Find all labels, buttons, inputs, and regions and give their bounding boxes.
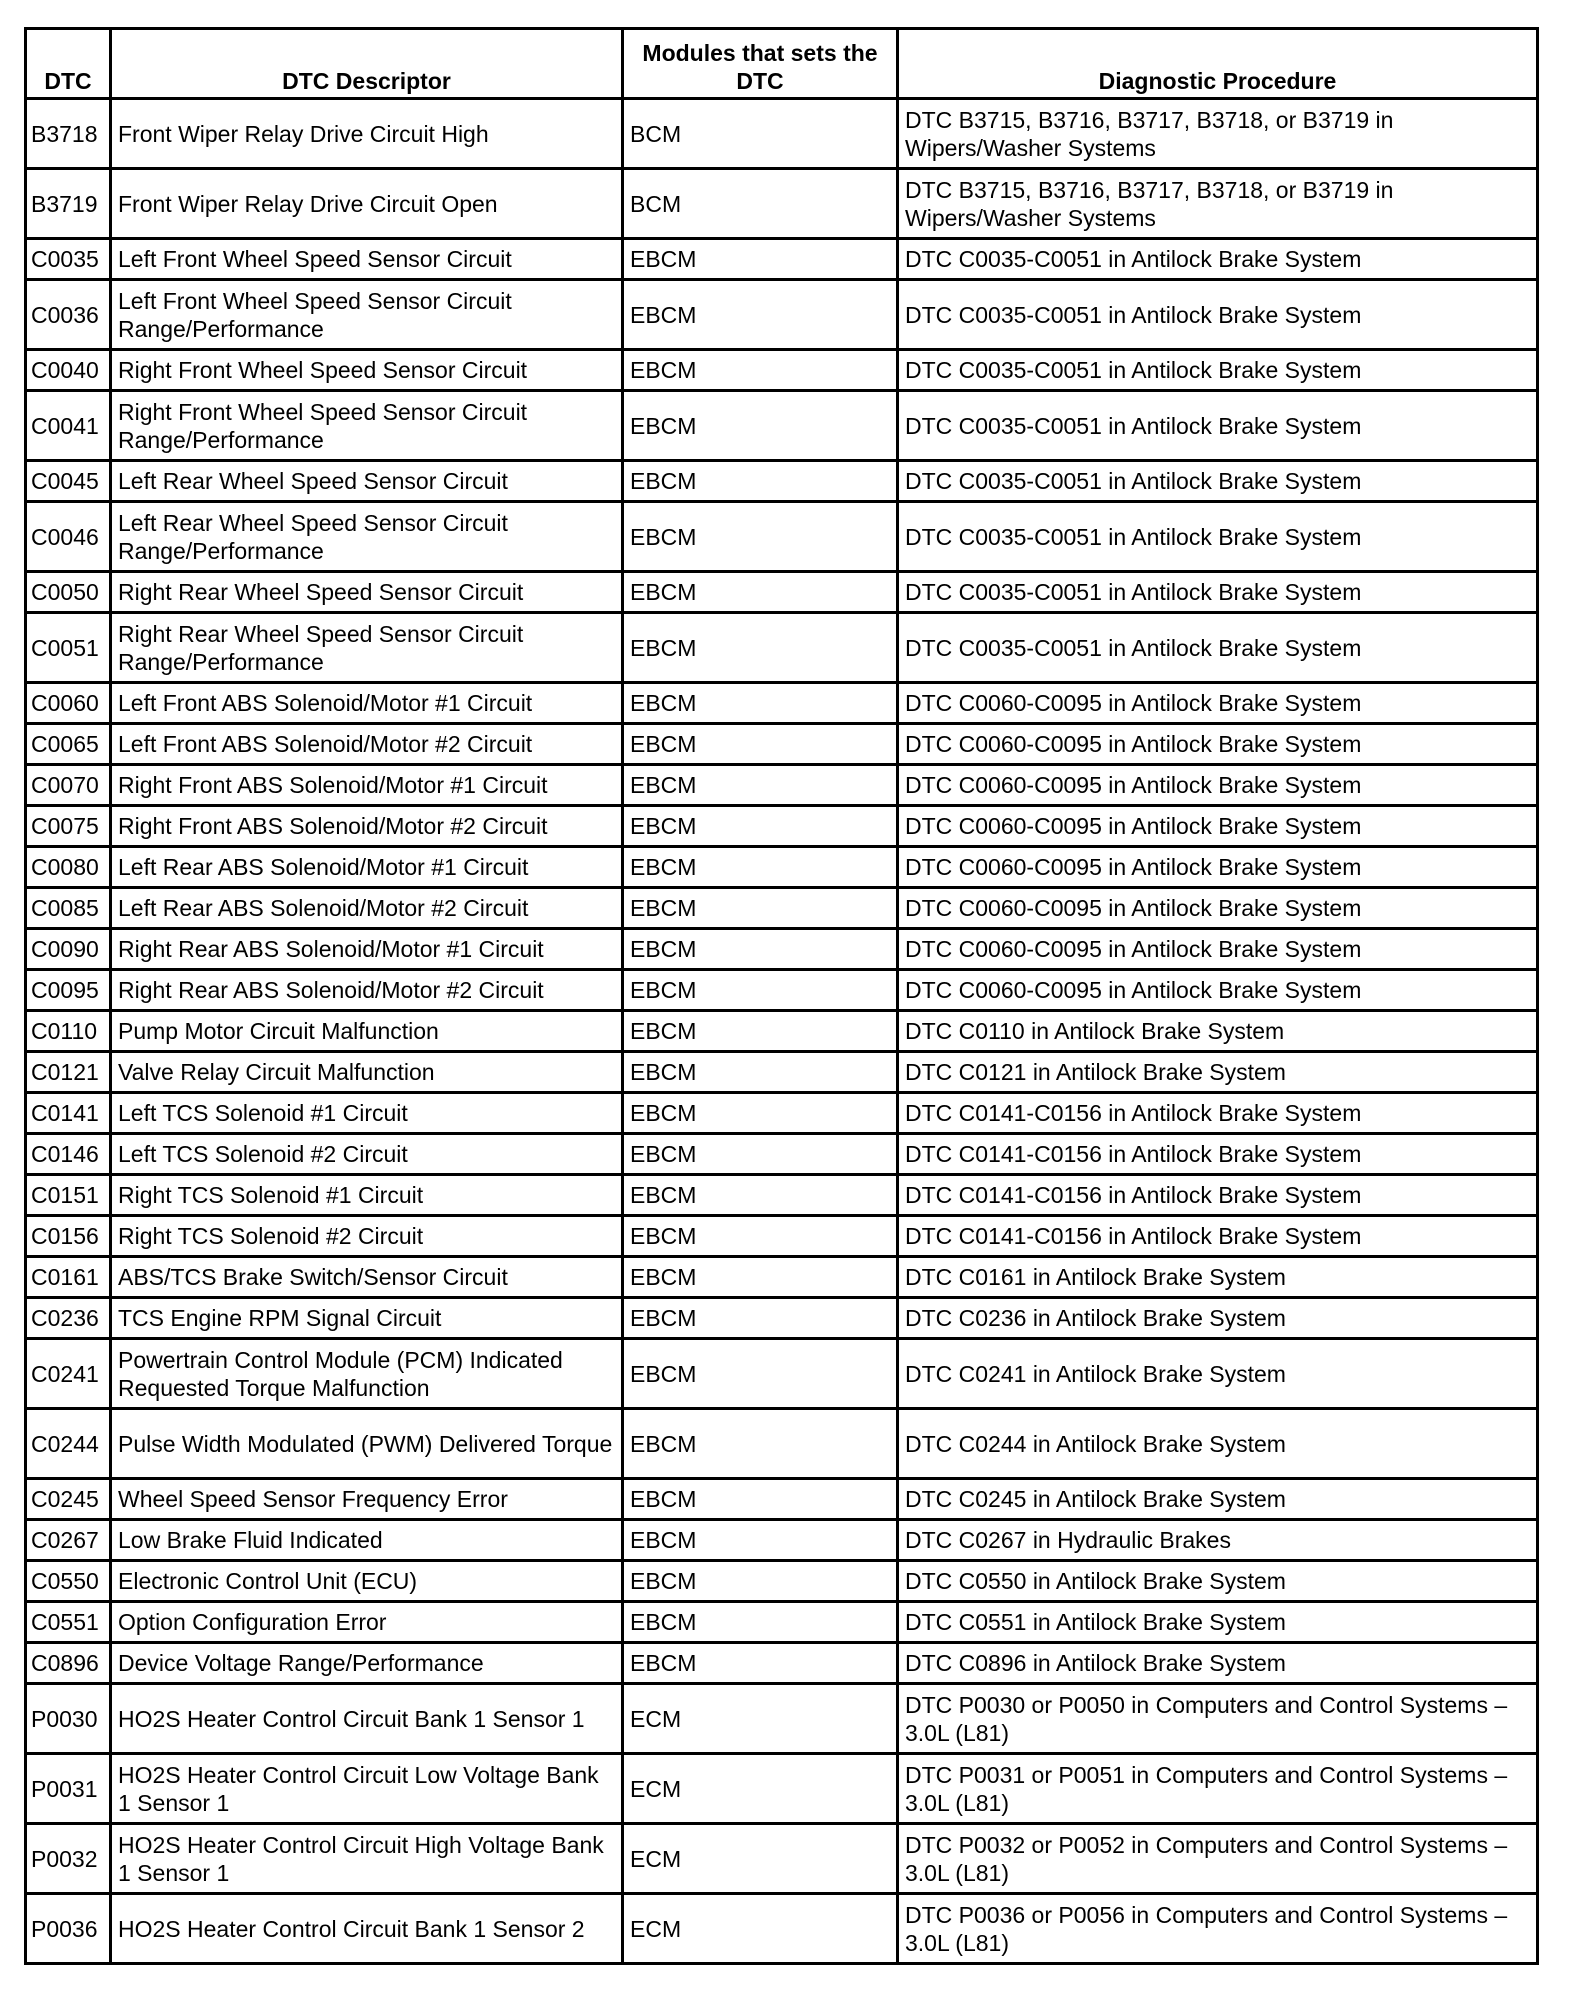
cell-dtc-code: C0161 (26, 1257, 111, 1298)
table-row (26, 613, 1538, 683)
table-row (26, 1894, 1538, 1964)
cell-diagnostic-procedure: DTC C0060-C0095 in Antilock Brake System (898, 806, 1538, 847)
cell-dtc-descriptor: Right Rear ABS Solenoid/Motor #1 Circuit (111, 929, 623, 970)
cell-dtc-code: C0151 (26, 1175, 111, 1216)
cell-diagnostic-procedure: DTC C0035-C0051 in Antilock Brake System (898, 572, 1538, 613)
cell-dtc-code: C0267 (26, 1520, 111, 1561)
cell-dtc-descriptor: ABS/TCS Brake Switch/Sensor Circuit (111, 1257, 623, 1298)
header-modules: Modules that sets the DTC (623, 29, 898, 99)
cell-dtc-descriptor: Front Wiper Relay Drive Circuit High (111, 99, 623, 169)
cell-module: BCM (623, 99, 898, 169)
cell-dtc-code: C0075 (26, 806, 111, 847)
cell-dtc-descriptor: Front Wiper Relay Drive Circuit Open (111, 169, 623, 239)
table-row (26, 683, 1538, 724)
cell-module: EBCM (623, 502, 898, 572)
cell-dtc-code: C0141 (26, 1093, 111, 1134)
cell-dtc-descriptor: Device Voltage Range/Performance (111, 1643, 623, 1684)
cell-dtc-code: C0035 (26, 239, 111, 280)
table-row (26, 572, 1538, 613)
cell-dtc-code: C0041 (26, 391, 111, 461)
header-diagnostic-procedure: Diagnostic Procedure (898, 29, 1538, 99)
header-dtc: DTC (26, 29, 111, 99)
cell-dtc-descriptor: HO2S Heater Control Circuit Bank 1 Sensor 1 (111, 1684, 623, 1754)
cell-dtc-code: C0040 (26, 350, 111, 391)
table-row (26, 1409, 1538, 1479)
table-row (26, 1175, 1538, 1216)
cell-module: EBCM (623, 1175, 898, 1216)
cell-diagnostic-procedure: DTC C0035-C0051 in Antilock Brake System (898, 350, 1538, 391)
cell-diagnostic-procedure: DTC C0035-C0051 in Antilock Brake System (898, 239, 1538, 280)
cell-dtc-code: C0065 (26, 724, 111, 765)
cell-diagnostic-procedure: DTC C0121 in Antilock Brake System (898, 1052, 1538, 1093)
table-row (26, 888, 1538, 929)
cell-dtc-descriptor: Electronic Control Unit (ECU) (111, 1561, 623, 1602)
cell-diagnostic-procedure: DTC C0161 in Antilock Brake System (898, 1257, 1538, 1298)
cell-diagnostic-procedure: DTC C0241 in Antilock Brake System (898, 1339, 1538, 1409)
cell-module: EBCM (623, 350, 898, 391)
cell-dtc-code: P0030 (26, 1684, 111, 1754)
cell-module: EBCM (623, 461, 898, 502)
cell-dtc-descriptor: Left Rear ABS Solenoid/Motor #2 Circuit (111, 888, 623, 929)
table-row (26, 806, 1538, 847)
cell-dtc-code: P0032 (26, 1824, 111, 1894)
cell-dtc-code: C0085 (26, 888, 111, 929)
cell-diagnostic-procedure: DTC C0035-C0051 in Antilock Brake System (898, 613, 1538, 683)
cell-module: EBCM (623, 888, 898, 929)
cell-dtc-descriptor: Right TCS Solenoid #1 Circuit (111, 1175, 623, 1216)
cell-module: EBCM (623, 929, 898, 970)
cell-diagnostic-procedure: DTC B3715, B3716, B3717, B3718, or B3719 in Wipers/Washer Systems (898, 169, 1538, 239)
table-row (26, 1824, 1538, 1894)
cell-diagnostic-procedure: DTC P0036 or P0056 in Computers and Control Systems – 3.0L (L81) (898, 1894, 1538, 1964)
cell-dtc-code: C0060 (26, 683, 111, 724)
cell-dtc-descriptor: Right Front ABS Solenoid/Motor #1 Circuit (111, 765, 623, 806)
cell-dtc-code: C0045 (26, 461, 111, 502)
cell-dtc-descriptor: Left TCS Solenoid #2 Circuit (111, 1134, 623, 1175)
table-row (26, 169, 1538, 239)
cell-dtc-descriptor: Left Front ABS Solenoid/Motor #1 Circuit (111, 683, 623, 724)
table-row (26, 1216, 1538, 1257)
cell-dtc-code: C0896 (26, 1643, 111, 1684)
cell-module: EBCM (623, 970, 898, 1011)
cell-module: EBCM (623, 1479, 898, 1520)
table-row (26, 929, 1538, 970)
table-row (26, 1134, 1538, 1175)
cell-dtc-descriptor: Left Front Wheel Speed Sensor Circuit (111, 239, 623, 280)
cell-dtc-code: C0070 (26, 765, 111, 806)
cell-dtc-code: P0031 (26, 1754, 111, 1824)
table-row (26, 280, 1538, 350)
table-row (26, 1011, 1538, 1052)
cell-dtc-code: P0036 (26, 1894, 111, 1964)
cell-diagnostic-procedure: DTC P0031 or P0051 in Computers and Control Systems – 3.0L (L81) (898, 1754, 1538, 1824)
cell-diagnostic-procedure: DTC C0141-C0156 in Antilock Brake System (898, 1216, 1538, 1257)
cell-diagnostic-procedure: DTC C0060-C0095 in Antilock Brake System (898, 970, 1538, 1011)
cell-diagnostic-procedure: DTC C0550 in Antilock Brake System (898, 1561, 1538, 1602)
table-row (26, 1257, 1538, 1298)
cell-module: EBCM (623, 1134, 898, 1175)
cell-dtc-descriptor: Right Rear Wheel Speed Sensor Circuit Range/Performance (111, 613, 623, 683)
cell-dtc-descriptor: Left Front ABS Solenoid/Motor #2 Circuit (111, 724, 623, 765)
cell-diagnostic-procedure: DTC C0245 in Antilock Brake System (898, 1479, 1538, 1520)
cell-dtc-descriptor: Pulse Width Modulated (PWM) Delivered Torque (111, 1409, 623, 1479)
cell-dtc-code: C0051 (26, 613, 111, 683)
cell-diagnostic-procedure: DTC C0035-C0051 in Antilock Brake System (898, 461, 1538, 502)
cell-diagnostic-procedure: DTC C0060-C0095 in Antilock Brake System (898, 847, 1538, 888)
table-row (26, 1684, 1538, 1754)
cell-dtc-descriptor: Option Configuration Error (111, 1602, 623, 1643)
cell-module: EBCM (623, 1257, 898, 1298)
table-row (26, 724, 1538, 765)
cell-dtc-code: C0036 (26, 280, 111, 350)
cell-diagnostic-procedure: DTC C0060-C0095 in Antilock Brake System (898, 724, 1538, 765)
cell-dtc-descriptor: HO2S Heater Control Circuit Low Voltage Bank 1 Sensor 1 (111, 1754, 623, 1824)
cell-dtc-descriptor: Right Rear Wheel Speed Sensor Circuit (111, 572, 623, 613)
table-row (26, 1093, 1538, 1134)
cell-module: EBCM (623, 239, 898, 280)
cell-diagnostic-procedure: DTC P0030 or P0050 in Computers and Control Systems – 3.0L (L81) (898, 1684, 1538, 1754)
cell-dtc-descriptor: Right Front Wheel Speed Sensor Circuit Range/Performance (111, 391, 623, 461)
cell-diagnostic-procedure: DTC C0236 in Antilock Brake System (898, 1298, 1538, 1339)
table-row (26, 461, 1538, 502)
table-row (26, 1754, 1538, 1824)
cell-diagnostic-procedure: DTC C0141-C0156 in Antilock Brake System (898, 1134, 1538, 1175)
cell-diagnostic-procedure: DTC C0141-C0156 in Antilock Brake System (898, 1093, 1538, 1134)
cell-module: ECM (623, 1684, 898, 1754)
cell-dtc-descriptor: Left Rear Wheel Speed Sensor Circuit Range/Performance (111, 502, 623, 572)
cell-module: EBCM (623, 1602, 898, 1643)
cell-dtc-descriptor: HO2S Heater Control Circuit High Voltage Bank 1 Sensor 1 (111, 1824, 623, 1894)
cell-dtc-descriptor: Right Rear ABS Solenoid/Motor #2 Circuit (111, 970, 623, 1011)
cell-dtc-code: C0550 (26, 1561, 111, 1602)
table-row (26, 239, 1538, 280)
table-row (26, 1602, 1538, 1643)
cell-dtc-descriptor: TCS Engine RPM Signal Circuit (111, 1298, 623, 1339)
cell-module: EBCM (623, 1216, 898, 1257)
cell-module: ECM (623, 1824, 898, 1894)
cell-dtc-code: C0156 (26, 1216, 111, 1257)
cell-dtc-descriptor: Right Front ABS Solenoid/Motor #2 Circuit (111, 806, 623, 847)
cell-diagnostic-procedure: DTC C0110 in Antilock Brake System (898, 1011, 1538, 1052)
cell-dtc-descriptor: Left Rear Wheel Speed Sensor Circuit (111, 461, 623, 502)
cell-dtc-code: C0080 (26, 847, 111, 888)
cell-module: EBCM (623, 683, 898, 724)
cell-dtc-code: C0146 (26, 1134, 111, 1175)
cell-dtc-code: C0095 (26, 970, 111, 1011)
cell-dtc-descriptor: Left Rear ABS Solenoid/Motor #1 Circuit (111, 847, 623, 888)
cell-diagnostic-procedure: DTC C0551 in Antilock Brake System (898, 1602, 1538, 1643)
table-row (26, 1520, 1538, 1561)
cell-dtc-descriptor: Valve Relay Circuit Malfunction (111, 1052, 623, 1093)
cell-module: BCM (623, 169, 898, 239)
cell-diagnostic-procedure: DTC P0032 or P0052 in Computers and Control Systems – 3.0L (L81) (898, 1824, 1538, 1894)
cell-dtc-descriptor: Low Brake Fluid Indicated (111, 1520, 623, 1561)
cell-diagnostic-procedure: DTC C0060-C0095 in Antilock Brake System (898, 765, 1538, 806)
cell-module: EBCM (623, 1011, 898, 1052)
table-row (26, 847, 1538, 888)
table-row (26, 391, 1538, 461)
cell-diagnostic-procedure: DTC C0035-C0051 in Antilock Brake System (898, 502, 1538, 572)
header-dtc-descriptor: DTC Descriptor (111, 29, 623, 99)
cell-dtc-code: B3719 (26, 169, 111, 239)
cell-module: EBCM (623, 1052, 898, 1093)
cell-diagnostic-procedure: DTC C0060-C0095 in Antilock Brake System (898, 888, 1538, 929)
cell-dtc-code: C0245 (26, 1479, 111, 1520)
cell-module: EBCM (623, 1409, 898, 1479)
cell-dtc-descriptor: Left Front Wheel Speed Sensor Circuit Range/Performance (111, 280, 623, 350)
cell-module: EBCM (623, 1643, 898, 1684)
cell-module: ECM (623, 1754, 898, 1824)
cell-diagnostic-procedure: DTC C0060-C0095 in Antilock Brake System (898, 929, 1538, 970)
cell-module: EBCM (623, 572, 898, 613)
cell-module: EBCM (623, 391, 898, 461)
cell-diagnostic-procedure: DTC C0060-C0095 in Antilock Brake System (898, 683, 1538, 724)
table-row (26, 99, 1538, 169)
cell-dtc-descriptor: Pump Motor Circuit Malfunction (111, 1011, 623, 1052)
cell-dtc-descriptor: Left TCS Solenoid #1 Circuit (111, 1093, 623, 1134)
cell-dtc-code: C0551 (26, 1602, 111, 1643)
cell-diagnostic-procedure: DTC C0141-C0156 in Antilock Brake System (898, 1175, 1538, 1216)
cell-dtc-code: C0046 (26, 502, 111, 572)
cell-module: EBCM (623, 1561, 898, 1602)
cell-dtc-code: B3718 (26, 99, 111, 169)
table-row (26, 1052, 1538, 1093)
table-row (26, 1298, 1538, 1339)
cell-dtc-code: C0090 (26, 929, 111, 970)
cell-module: EBCM (623, 280, 898, 350)
cell-dtc-code: C0244 (26, 1409, 111, 1479)
cell-diagnostic-procedure: DTC C0244 in Antilock Brake System (898, 1409, 1538, 1479)
cell-module: EBCM (623, 1520, 898, 1561)
table-header-row (26, 29, 1538, 99)
cell-module: EBCM (623, 613, 898, 683)
cell-module: EBCM (623, 1339, 898, 1409)
cell-diagnostic-procedure: DTC B3715, B3716, B3717, B3718, or B3719 in Wipers/Washer Systems (898, 99, 1538, 169)
cell-dtc-code: C0236 (26, 1298, 111, 1339)
cell-diagnostic-procedure: DTC C0035-C0051 in Antilock Brake System (898, 391, 1538, 461)
table-row (26, 350, 1538, 391)
cell-dtc-code: C0241 (26, 1339, 111, 1409)
dtc-table-body (26, 99, 1538, 1964)
table-row (26, 1339, 1538, 1409)
cell-dtc-code: C0121 (26, 1052, 111, 1093)
cell-dtc-code: C0050 (26, 572, 111, 613)
dtc-table (24, 27, 1539, 1965)
cell-dtc-code: C0110 (26, 1011, 111, 1052)
cell-diagnostic-procedure: DTC C0267 in Hydraulic Brakes (898, 1520, 1538, 1561)
cell-dtc-descriptor: Wheel Speed Sensor Frequency Error (111, 1479, 623, 1520)
table-row (26, 1643, 1538, 1684)
cell-module: EBCM (623, 765, 898, 806)
cell-module: ECM (623, 1894, 898, 1964)
cell-module: EBCM (623, 1093, 898, 1134)
table-row (26, 502, 1538, 572)
table-row (26, 765, 1538, 806)
cell-dtc-descriptor: Powertrain Control Module (PCM) Indicated Requested Torque Malfunction (111, 1339, 623, 1409)
cell-dtc-descriptor: HO2S Heater Control Circuit Bank 1 Sensor 2 (111, 1894, 623, 1964)
cell-diagnostic-procedure: DTC C0035-C0051 in Antilock Brake System (898, 280, 1538, 350)
cell-module: EBCM (623, 806, 898, 847)
cell-dtc-descriptor: Right Front Wheel Speed Sensor Circuit (111, 350, 623, 391)
table-row (26, 1561, 1538, 1602)
cell-module: EBCM (623, 1298, 898, 1339)
cell-dtc-descriptor: Right TCS Solenoid #2 Circuit (111, 1216, 623, 1257)
cell-diagnostic-procedure: DTC C0896 in Antilock Brake System (898, 1643, 1538, 1684)
table-row (26, 970, 1538, 1011)
cell-module: EBCM (623, 847, 898, 888)
table-row (26, 1479, 1538, 1520)
cell-module: EBCM (623, 724, 898, 765)
